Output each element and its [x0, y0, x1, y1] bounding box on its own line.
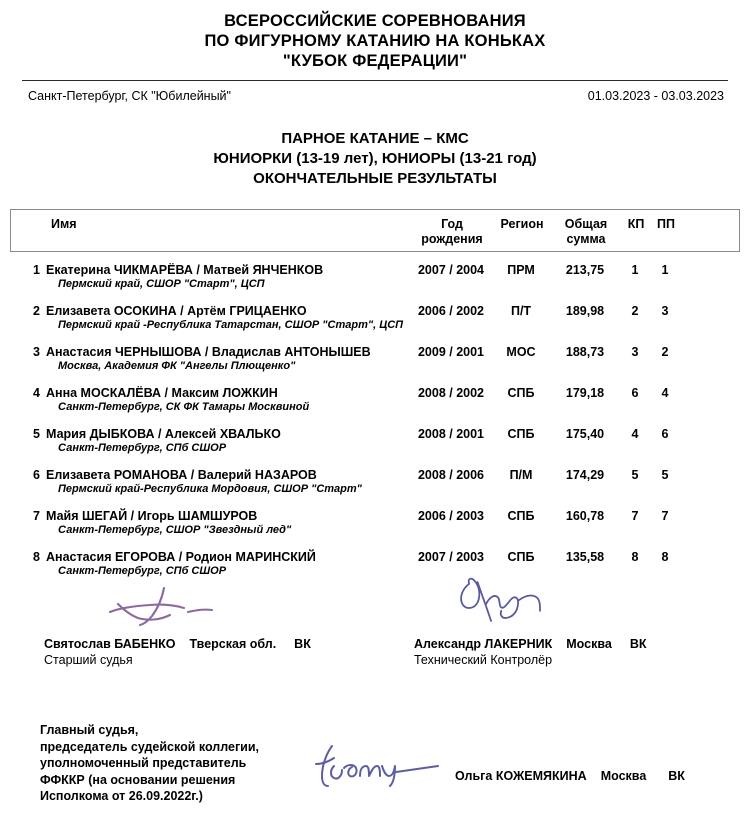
chief-role-line-4: ФФККР (на основании решения [40, 772, 236, 787]
table-row [10, 385, 740, 426]
table-header [10, 209, 740, 252]
row-skater-names: Екатерина ЧИКМАРЁВА / Матвей ЯНЧЕНКОВ [46, 263, 324, 277]
chief-role-line-1: Главный судья, [40, 723, 139, 737]
row-skater-names: Мария ДЫБКОВА / Алексей ХВАЛЬКО [46, 427, 281, 441]
row-club: Санкт-Петербург, СПб СШОР [58, 442, 227, 454]
row-club: Санкт-Петербург, СК ФК Тамары Москвиной [58, 401, 310, 413]
table-row [10, 467, 740, 508]
event-title-line-1: ПАРНОЕ КАТАНИЕ – КМС [281, 130, 469, 147]
document-title [0, 0, 750, 71]
row-short-program-rank: 6 [631, 386, 639, 400]
row-region: СПБ [507, 550, 535, 564]
row-skater-names: Анна МОСКАЛЁВА / Максим ЛОЖКИН [46, 386, 278, 400]
row-short-program-rank: 7 [631, 509, 639, 523]
row-rank: 8 [33, 550, 40, 564]
row-birth-year: 2007 / 2003 [417, 550, 485, 564]
document-title-line-1: ВСЕРОССИЙСКИЕ СОРЕВНОВАНИЯ [224, 12, 526, 30]
row-skater-names: Елизавета ОСОКИНА / Артём ГРИЦАЕНКО [46, 304, 307, 318]
row-short-program-rank: 5 [631, 468, 639, 482]
row-free-skating-rank: 7 [661, 509, 669, 523]
row-total-score: 179,18 [565, 386, 605, 400]
column-header-birth-year-line2: рождения [421, 232, 483, 246]
official-region: Москва [566, 637, 612, 651]
row-birth-year: 2006 / 2002 [417, 304, 485, 318]
official-name: Святослав БАБЕНКО [44, 637, 176, 651]
document-title-line-2: ПО ФИГУРНОМУ КАТАНИЮ НА КОНЬКАХ [204, 32, 546, 50]
chief-role-line-2: председатель судейской коллегии, [40, 739, 260, 754]
column-header-name: Имя [51, 217, 77, 231]
official-region: Тверская обл. [189, 637, 277, 651]
row-club: Санкт-Петербург, СШОР "Звездный лед" [58, 524, 292, 536]
row-birth-year: 2008 / 2002 [417, 386, 485, 400]
official-level: ВК [294, 637, 311, 651]
row-club: Пермский край, СШОР "Старт", ЦСП [58, 278, 265, 290]
row-skater-names: Анастасия ЧЕРНЫШОВА / Владислав АНТОНЫШЕВ [46, 345, 371, 359]
table-row [10, 303, 740, 344]
row-region: П/Т [510, 304, 532, 318]
row-club: Санкт-Петербург, СПб СШОР [58, 565, 227, 577]
row-free-skating-rank: 6 [661, 427, 669, 441]
chief-judge-name-line [455, 768, 685, 784]
column-header-region: Регион [500, 217, 544, 231]
row-total-score: 174,29 [565, 468, 605, 482]
row-birth-year: 2006 / 2003 [417, 509, 485, 523]
official-name: Александр ЛАКЕРНИК [414, 637, 553, 651]
row-free-skating-rank: 8 [661, 550, 669, 564]
column-header-birth-year: Год [441, 217, 463, 231]
row-region: П/М [509, 468, 533, 482]
row-short-program-rank: 3 [631, 345, 639, 359]
row-club: Пермский край-Республика Мордовия, СШОР "Старт" [58, 483, 362, 495]
row-total-score: 189,98 [565, 304, 605, 318]
chief-role-line-5: Исполкома от 26.09.2022г.) [40, 789, 203, 803]
row-total-score: 188,73 [565, 345, 605, 359]
row-region: МОС [506, 345, 536, 359]
row-short-program-rank: 8 [631, 550, 639, 564]
official-level: ВК [629, 637, 647, 651]
official-role: Старший судья [44, 653, 133, 667]
title-divider [22, 80, 728, 81]
row-free-skating-rank: 3 [661, 304, 669, 318]
chief-judge-name: Ольга КОЖЕМЯКИНА [455, 769, 587, 783]
row-region: ПРМ [507, 263, 535, 277]
row-short-program-rank: 1 [631, 263, 639, 277]
row-skater-names: Елизавета РОМАНОВА / Валерий НАЗАРОВ [46, 468, 317, 482]
results-table [10, 209, 740, 590]
row-region: СПБ [507, 509, 535, 523]
column-header-free-skating: ПП [657, 217, 675, 231]
chief-role-line-3: уполномоченный представитель [40, 756, 247, 770]
chief-judge-level: ВК [668, 769, 685, 783]
row-rank: 7 [33, 509, 40, 523]
official-name-line [44, 636, 311, 652]
row-short-program-rank: 2 [631, 304, 639, 318]
row-club: Пермский край -Республика Татарстан, СШОР "Старт", ЦСП [58, 319, 404, 331]
event-title-line-2: ЮНИОРКИ (13-19 лет), ЮНИОРЫ (13-21 год) [213, 150, 537, 167]
column-header-short-program: КП [627, 217, 645, 231]
row-total-score: 175,40 [565, 427, 605, 441]
row-rank: 2 [33, 304, 40, 318]
venue-date-row [28, 88, 724, 104]
row-total-score: 135,58 [565, 550, 605, 564]
row-birth-year: 2007 / 2004 [417, 263, 485, 277]
row-rank: 1 [33, 263, 40, 277]
column-header-total-score-line2: сумма [566, 232, 606, 246]
row-birth-year: 2008 / 2006 [417, 468, 485, 482]
official-name-line [414, 636, 647, 652]
officials-section [0, 584, 750, 694]
official-role: Технический Контролёр [414, 653, 553, 667]
row-free-skating-rank: 5 [661, 468, 669, 482]
signature-kozhemyakina-icon [310, 742, 460, 790]
table-row [10, 344, 740, 385]
row-club: Москва, Академия ФК "Ангелы Плющенко" [58, 360, 296, 372]
chief-judge-region: Москва [600, 769, 647, 783]
table-row [10, 508, 740, 549]
row-short-program-rank: 4 [631, 427, 639, 441]
row-region: СПБ [507, 427, 535, 441]
document-title-line-3: "КУБОК ФЕДЕРАЦИИ" [282, 52, 468, 70]
row-free-skating-rank: 1 [661, 263, 669, 277]
row-rank: 5 [33, 427, 40, 441]
venue-text: Санкт-Петербург, СК "Юбилейный" [28, 89, 231, 103]
table-row [10, 262, 740, 303]
row-free-skating-rank: 4 [661, 386, 669, 400]
chief-judge-role [40, 722, 259, 805]
competition-dates: 01.03.2023 - 03.03.2023 [587, 89, 724, 103]
row-rank: 4 [33, 386, 40, 400]
event-title-line-3: ОКОНЧАТЕЛЬНЫЕ РЕЗУЛЬТАТЫ [253, 170, 497, 187]
signature-babenko-icon [104, 582, 264, 636]
row-skater-names: Майя ШЕГАЙ / Игорь ШАМШУРОВ [46, 509, 258, 523]
row-birth-year: 2009 / 2001 [417, 345, 485, 359]
table-body [10, 262, 740, 590]
row-region: СПБ [507, 386, 535, 400]
row-birth-year: 2008 / 2001 [417, 427, 485, 441]
row-skater-names: Анастасия ЕГОРОВА / Родион МАРИНСКИЙ [46, 550, 316, 564]
row-total-score: 160,78 [565, 509, 605, 523]
row-free-skating-rank: 2 [661, 345, 669, 359]
row-rank: 6 [33, 468, 40, 482]
table-row [10, 426, 740, 467]
row-rank: 3 [33, 345, 40, 359]
column-header-total-score: Общая [564, 217, 608, 231]
row-total-score: 213,75 [565, 263, 605, 277]
event-title [0, 129, 750, 189]
